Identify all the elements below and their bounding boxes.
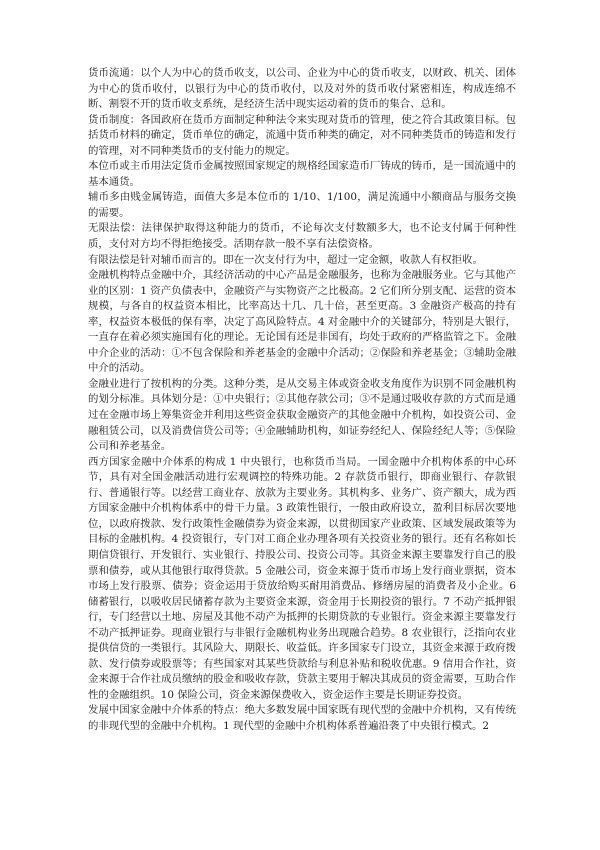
paragraph-subsidiary-coin: 辅币多由贱金属铸造，面值大多是本位币的 1/10、1/100，满足流通中小额商品与服务交换的需要。	[88, 191, 516, 219]
paragraph-institution-classification: 金融业进行了按机构的分类。这种分类，是从交易主体或资金收支角度作为识别不同金融机构的划分标准。具体划分是：①中央银行；②其他存款公司；③不是通过吸收存款的方式而是通过在金融市场上筹集资金并利用这些资金获取金融资产的其他金融中介机构，如投资公司、金融租赁公司，以及消费信贷公司等；④金融辅助机构，如证券经纪人、保险经纪人等；⑤保险公司和养老基金。	[88, 377, 516, 453]
paragraph-currency-circulation: 货币流通：以个人为中心的货币收支，以公司、企业为中心的货币收支，以财政、机关、团体为中心的货币收付，以银行为中心的货币收付，以及对外的货币收付紧密相连，构成连绵不断、割裂不开的货币收支系统，是经济生活中现实运动着的货币的集合、总和。	[88, 67, 516, 111]
paragraph-monetary-system: 货币制度：各国政府在货币方面制定种种法令来实现对货币的管理，使之符合其政策目标。包括货币材料的确定，货币单位的确定，流通中货币种类的确定，对不同种类货币的铸造和发行的管理，对不同种类货币的支付能力的规定。	[88, 113, 516, 157]
paragraph-unlimited-legal-tender: 无限法偿：法律保护取得这种能力的货币，不论每次支付数额多大，也不论支付属于何种性质，支付对方均不得拒绝接受。活期存款一般不享有法偿资格。	[88, 222, 516, 251]
paragraph-limited-legal-tender: 有限法偿是针对辅币而言的。即在一次支付行为中，超过一定金额，收款人有权拒收。	[88, 253, 483, 266]
paragraph-western-intermediary-system: 西方国家金融中介体系的构成 1 中央银行，也称货币当局。一国金融中介机构体系的中心环节，具有对全国金融活动进行宏观调控的特殊功能。2 存款货币银行，即商业银行、存款银行、普通银行等。以经营工商业存、放款为主要业务。其机构多、业务广、资产额大，成为西方国家金融中介机构体系中的骨干力量。3 政策性银行，一般由政府设立，盈利目标居次要地位，以政府拨款、发行政策性金融债券为资金来源，以贯彻国家产业政策、区域发展政策等为目标的金融机构。4 投资银行，专门对工商企业办理各项有关投资业务的银行。还有名称如长期信贷银行、开发银行、实业银行、持股公司、投资公司等。其资金来源主要靠发行自己的股票和债券，或从其他银行取得贷款。5 金融公司，资金来源于货币市场上发行商业票据，资本市场上发行股票、债券；资金运用于贷放给购买耐用消费品、修缮房屋的消费者及小企业。6 储蓄银行，以吸收居民储蓄存款为主要资金来源，资金用于长期投资的银行。7 不动产抵押银行，专门经营以土地、房屋及其他不动产为抵押的长期贷款的专业银行。资金来源主要靠发行不动产抵押证券。现商业银行与非银行金融机构业务出现融合趋势。8 农业银行，泛指向农业提供信贷的一类银行。其风险大、期限长、收益低。许多国家专门设立，其资金来源于政府拨款、发行债券或股票等；有些国家对其某些贷款给与利息补贴和税收优惠。9 信用合作社，资金来源于合作社成员缴纳的股金和吸收存款，贷款主要用于解决其成员的资金需要，互助合作性的金融组织。10 保险公司，资金来源保费收入，资金运作主要是长期证券投资。	[88, 455, 516, 701]
paragraph-developing-country-system: 发展中国家金融中介体系的特点：绝大多数发展中国家既有现代型的金融中介机构，又有传统的非现代型的金融中介机构。1 现代型的金融中介机构体系普遍沿袭了中央银行模式。2	[88, 704, 516, 732]
paragraph-financial-institution-features: 金融机构特点金融中介，其经济活动的中心产品是金融服务，也称为金融服务业。它与其他产业的区别：1 资产负债表中，金融资产与实物资产之比极高。2 它们所分别支配、运营的资本规模，与各自的权益资本相比，比率高达十几、几十倍，甚至更高。3 金融资产极高的持有率，权益资本极低的保有率，决定了高风险特点。4 对金融中介的关键部分，特别是大银行，一直存在着必须实施国有化的理论。无论国有还是非国有，均处于政府的严格监管之下。金融中介企业的活动：①不包含保险和养老基金的金融中介活动；②保险和养老基金；③辅助金融中介的活动。	[88, 269, 516, 375]
document-page	[88, 66, 516, 735]
paragraph-standard-money: 本位币或主币用法定货币金属按照国家规定的规格经国家造币厂铸成的铸币，是一国流通中的基本通货。	[88, 160, 516, 188]
